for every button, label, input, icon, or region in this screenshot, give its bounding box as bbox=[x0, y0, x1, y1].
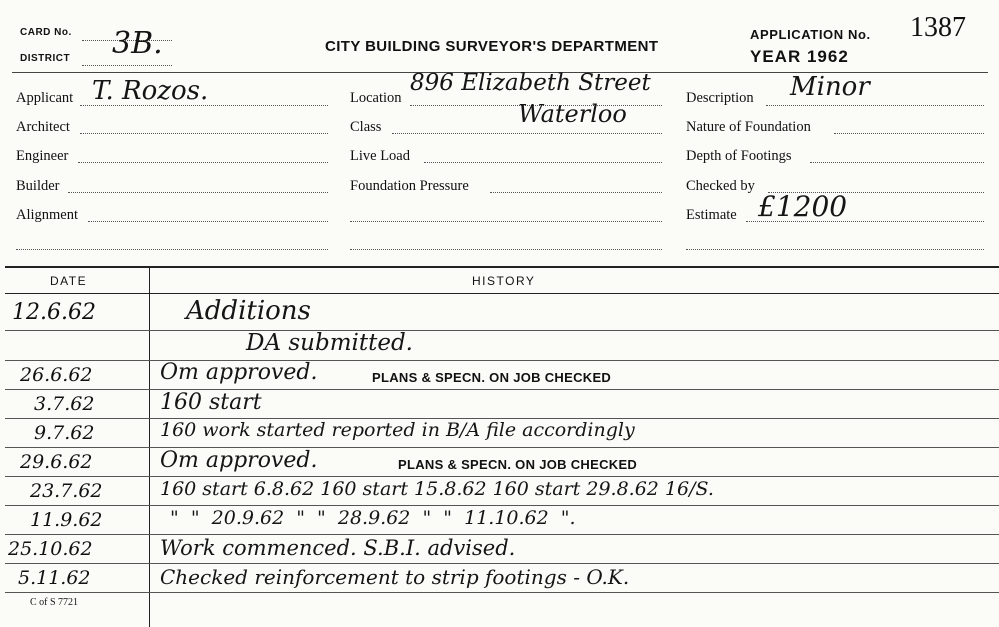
date-header: DATE bbox=[50, 274, 88, 288]
history-entry: 160 start 6.8.62 160 start 15.8.62 160 start 29.8.62 16/S. bbox=[160, 478, 714, 500]
history-entry: Om approved. bbox=[160, 448, 318, 473]
live-load-label: Live Load bbox=[350, 148, 410, 164]
history-entry: 160 work started reported in B/A file accordingly bbox=[160, 419, 635, 441]
checked-by-label: Checked by bbox=[686, 178, 755, 194]
history-entry: DA submitted. bbox=[246, 330, 413, 356]
history-entry: Om approved. bbox=[160, 360, 318, 385]
history-header: HISTORY bbox=[472, 274, 536, 288]
history-date: 26.6.62 bbox=[20, 364, 93, 386]
live-load-line bbox=[424, 162, 662, 163]
history-date: 12.6.62 bbox=[12, 300, 96, 325]
form-number: C of S 7721 bbox=[30, 597, 79, 608]
blank-line-mid-1 bbox=[350, 221, 662, 222]
nature-of-foundation-label: Nature of Foundation bbox=[686, 119, 811, 135]
depth-of-footings-line bbox=[810, 162, 984, 163]
location-label: Location bbox=[350, 90, 402, 106]
history-top-rule bbox=[5, 266, 999, 268]
description-line bbox=[766, 105, 984, 106]
description-value: Minor bbox=[790, 72, 870, 102]
description-label: Description bbox=[686, 90, 754, 106]
estimate-label: Estimate bbox=[686, 207, 737, 223]
history-date: 29.6.62 bbox=[20, 451, 93, 473]
history-rule bbox=[5, 360, 999, 361]
history-entry: Checked reinforcement to strip footings - O.K. bbox=[160, 565, 630, 589]
blank-line-mid-2 bbox=[350, 249, 662, 250]
application-number: 1387 bbox=[910, 12, 966, 43]
history-rule bbox=[5, 592, 999, 593]
history-date: 3.7.62 bbox=[34, 393, 95, 415]
year-label: YEAR 1962 bbox=[750, 47, 849, 66]
estimate-value: £1200 bbox=[758, 190, 848, 223]
history-entry: 160 start bbox=[160, 390, 262, 415]
district-value: 3B. bbox=[112, 26, 163, 61]
builder-label: Builder bbox=[16, 178, 60, 194]
alignment-label: Alignment bbox=[16, 207, 79, 223]
architect-label: Architect bbox=[16, 119, 70, 135]
plans-checked-stamp: PLANS & SPECN. ON JOB CHECKED bbox=[398, 457, 638, 472]
district-label: DISTRICT bbox=[20, 53, 71, 64]
history-date: 11.9.62 bbox=[30, 509, 103, 531]
plans-checked-stamp: PLANS & SPECN. ON JOB CHECKED bbox=[372, 370, 612, 385]
history-rule bbox=[5, 330, 999, 331]
nature-of-foundation-line bbox=[834, 133, 984, 134]
alignment-line bbox=[88, 221, 328, 222]
applicant-label: Applicant bbox=[16, 90, 74, 106]
architect-line bbox=[80, 133, 328, 134]
history-date: 5.11.62 bbox=[18, 567, 91, 589]
blank-line-left bbox=[16, 249, 328, 250]
department-title: CITY BUILDING SURVEYOR'S DEPARTMENT bbox=[325, 38, 659, 55]
history-entry: Additions bbox=[186, 296, 311, 326]
history-rule bbox=[5, 534, 999, 535]
foundation-pressure-line bbox=[490, 192, 662, 193]
history-rule bbox=[5, 505, 999, 506]
location-line2: Waterloo bbox=[518, 100, 627, 128]
location-line1: 896 Elizabeth Street bbox=[410, 70, 651, 96]
application-no-label: APPLICATION No. bbox=[750, 27, 871, 42]
engineer-line bbox=[78, 162, 328, 163]
history-date: 23.7.62 bbox=[30, 480, 103, 502]
history-rule bbox=[5, 476, 999, 477]
blank-line-right bbox=[686, 249, 984, 250]
history-header-rule bbox=[5, 293, 999, 294]
class-line bbox=[392, 133, 662, 134]
card-no-label: CARD No. bbox=[20, 27, 72, 38]
foundation-pressure-label: Foundation Pressure bbox=[350, 178, 469, 194]
history-entry: Work commenced. S.B.I. advised. bbox=[160, 536, 516, 560]
history-rule bbox=[5, 389, 999, 390]
history-rule bbox=[5, 563, 999, 564]
district-line bbox=[82, 65, 172, 66]
builder-line bbox=[68, 192, 328, 193]
class-label: Class bbox=[350, 119, 382, 135]
applicant-value: T. Rozos. bbox=[92, 76, 209, 106]
history-entry: " " 20.9.62 " " 28.9.62 " " 11.10.62 ". bbox=[170, 507, 576, 529]
history-date: 9.7.62 bbox=[34, 422, 95, 444]
history-date: 25.10.62 bbox=[8, 538, 93, 560]
engineer-label: Engineer bbox=[16, 148, 69, 164]
history-rule bbox=[5, 447, 999, 448]
depth-of-footings-label: Depth of Footings bbox=[686, 148, 792, 164]
